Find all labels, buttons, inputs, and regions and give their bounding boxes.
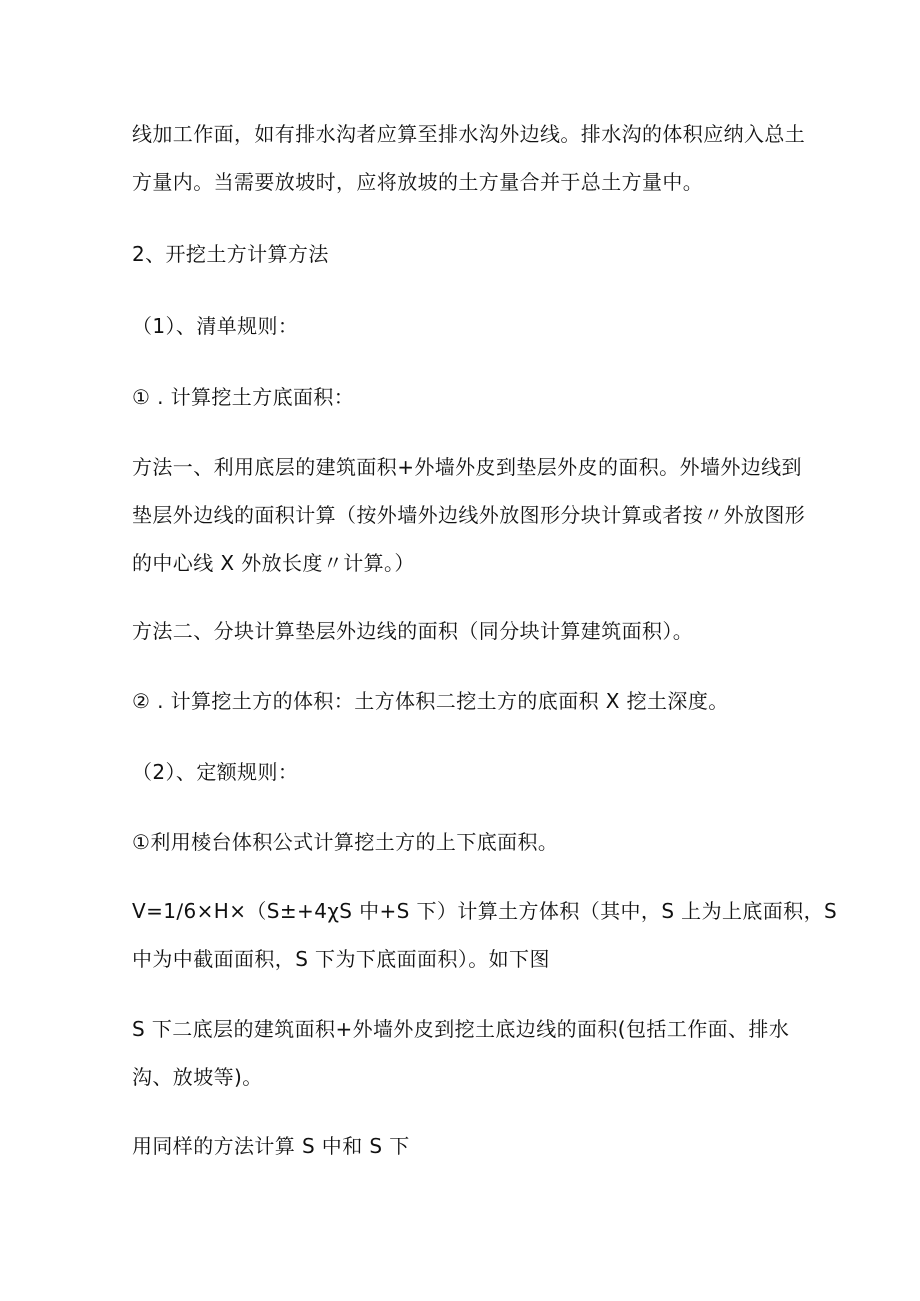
subsection-heading-bill-rules	[132, 302, 800, 350]
text-line: 的中心线 X 外放长度〃计算。）	[132, 551, 415, 575]
text-line: 2、开挖土方计算方法	[132, 242, 329, 266]
text-line: 中为中截面面积，S 下为下底面面积）。如下图	[132, 947, 550, 971]
paragraph-frustum-formula-intro	[132, 818, 800, 866]
text-line: 沟、放坡等)。	[132, 1065, 263, 1089]
section-heading-calculation-method	[132, 230, 800, 278]
text-line: 线加工作面，如有排水沟者应算至排水沟外边线。排水沟的体积应纳入总土	[132, 122, 806, 146]
text-line: ① . 计算挖土方底面积：	[132, 385, 355, 409]
text-line: 方量内。当需要放坡时，应将放坡的土方量合并于总土方量中。	[132, 170, 704, 194]
paragraph-same-method	[132, 1122, 800, 1170]
text-line: V=1∕6×H×（S±+4χS 中+S 下）计算土方体积（其中，S 上为上底面积，S	[132, 899, 838, 923]
text-line: ①利用棱台体积公式计算挖土方的上下底面积。	[132, 830, 559, 854]
paragraph-method-one	[132, 443, 806, 587]
text-line: （2）、定额规则：	[132, 760, 299, 784]
paragraph-method-two	[132, 607, 800, 655]
paragraph-volume-formula	[132, 887, 838, 983]
text-line: 方法二、分块计算垫层外边线的面积（同分块计算建筑面积）。	[132, 619, 694, 643]
step-heading-bottom-area	[132, 373, 800, 421]
paragraph-excavation-boundary	[132, 110, 806, 206]
text-line: S 下二底层的建筑面积+外墙外皮到挖土底边线的面积(包括工作面、排水	[132, 1017, 790, 1041]
subsection-heading-quota-rules	[132, 748, 800, 796]
text-line: （1）、清单规则：	[132, 314, 299, 338]
paragraph-lower-area-definition	[132, 1005, 800, 1101]
text-line: 垫层外边线的面积计算（按外墙外边线外放图形分块计算或者按〃外放图形	[132, 503, 806, 527]
text-line: 方法一、利用底层的建筑面积+外墙外皮到垫层外皮的面积。外墙外边线到	[132, 455, 802, 479]
text-line: 用同样的方法计算 S 中和 S 下	[132, 1134, 410, 1158]
step-heading-volume	[132, 677, 800, 725]
text-line: ② . 计算挖土方的体积：土方体积二挖土方的底面积 X 挖土深度。	[132, 689, 729, 713]
